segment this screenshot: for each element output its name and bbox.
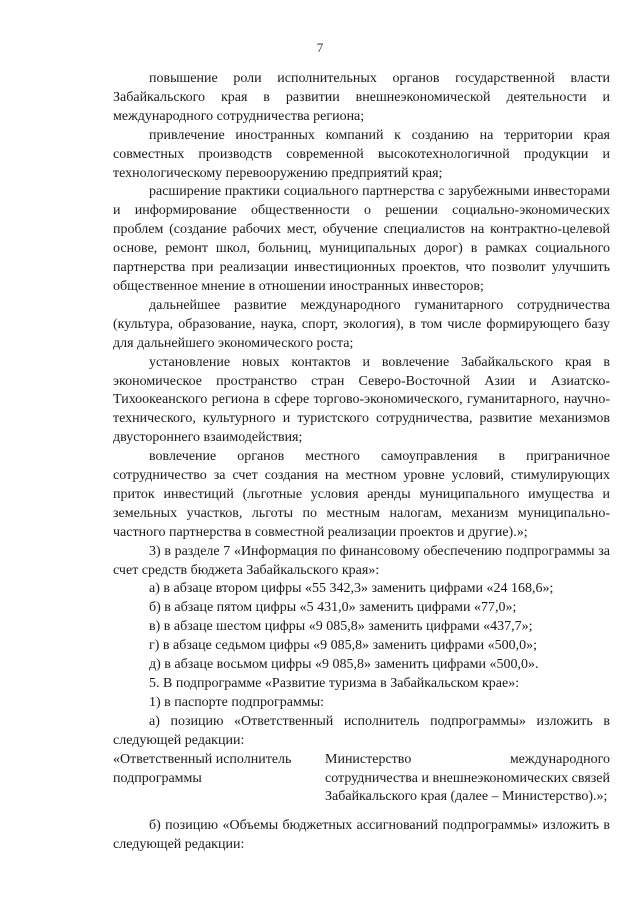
- list-item: а) в абзаце втором цифры «55 342,3» заменить цифрами «24 168,6»;: [149, 581, 554, 597]
- section-heading: 5. В подпрограмме «Развитие туризма в Забайкальском крае»:: [149, 676, 520, 691]
- table-value: Министерство международного сотрудничества и внешнеэкономических связей Забайкальского края (далее – Министерство).»;: [325, 751, 610, 805]
- table-cell-label: [113, 751, 325, 808]
- paragraph: 3) в разделе 7 «Информация по финансовому обеспечению подпрограммы за счет средств бюджета Забайкальского края»:: [113, 543, 610, 578]
- list-item: б) в абзаце пятом цифры «5 431,0» заменить цифрами «77,0»;: [149, 600, 517, 616]
- paragraph: а) позицию «Ответственный исполнитель подпрограммы» изложить в следующей редакции:: [113, 713, 610, 748]
- list-item: г) в абзаце седьмом цифры «9 085,8» заменить цифрами «500,0»;: [149, 638, 537, 654]
- document-body: [113, 70, 610, 855]
- passport-table: [113, 751, 610, 808]
- paragraph: дальнейшее развитие международного гуманитарного сотрудничества (культура, образование, наука, спорт, экология), в том числе формирующего базу для дальнейшего экономического роста;: [113, 297, 610, 351]
- paragraph: расширение практики социального партнерства с зарубежными инвесторами и информирование общественности о решении социально-экономических проблем (создание рабочих мест, обучение специалистов на контрактно-целевой основе, ремонт школ, больниц, муниципальных дорог) в рамках социального партнерства при реализации инвестиционных проектов, что позволит улучшить общественное мнение в отношении иностранных инвесторов;: [113, 184, 610, 294]
- list-item: в) в абзаце шестом цифры «9 085,8» заменить цифрами «437,7»;: [149, 619, 533, 635]
- paragraph: б) позицию «Объемы бюджетных ассигнований подпрограммы» изложить в следующей редакции:: [113, 818, 610, 853]
- paragraph: 1) в паспорте подпрограммы:: [149, 694, 325, 710]
- page-number: 7: [316, 40, 324, 55]
- table-cell-value: [325, 751, 610, 808]
- table-label: «Ответственный исполнитель подпрограммы: [113, 751, 292, 786]
- paragraph: повышение роли исполнительных органов государственной власти Забайкальского края в развитии внешнеэкономической деятельности и международного сотрудничества региона;: [113, 71, 610, 124]
- paragraph: установление новых контактов и вовлечение Забайкальского края в экономическое пространство стран Северо-Восточной Азии и Азиатско-Тихоокеанского региона в сфере торгово-экономического, гуманитарного, научно-технического, культурного и туристского сотрудничества, развитие механизмов двустороннего взаимодействия;: [113, 354, 610, 446]
- list-item: д) в абзаце восьмом цифры «9 085,8» заменить цифрами «500,0».: [149, 657, 539, 673]
- paragraph: привлечение иностранных компаний к созданию на территории края совместных производств современной высокотехнологичной продукции и технологическому перевооружению предприятий края;: [113, 127, 610, 181]
- paragraph: вовлечение органов местного самоуправления в приграничное сотрудничество за счет создания на местном уровне условий, стимулирующих приток инвестиций (льготные условия аренды муниципального имущества и земельных участков, льготы по местным налогам, механизм муниципально-частного партнерства в совместной реализации проектов и другие).»;: [113, 449, 610, 540]
